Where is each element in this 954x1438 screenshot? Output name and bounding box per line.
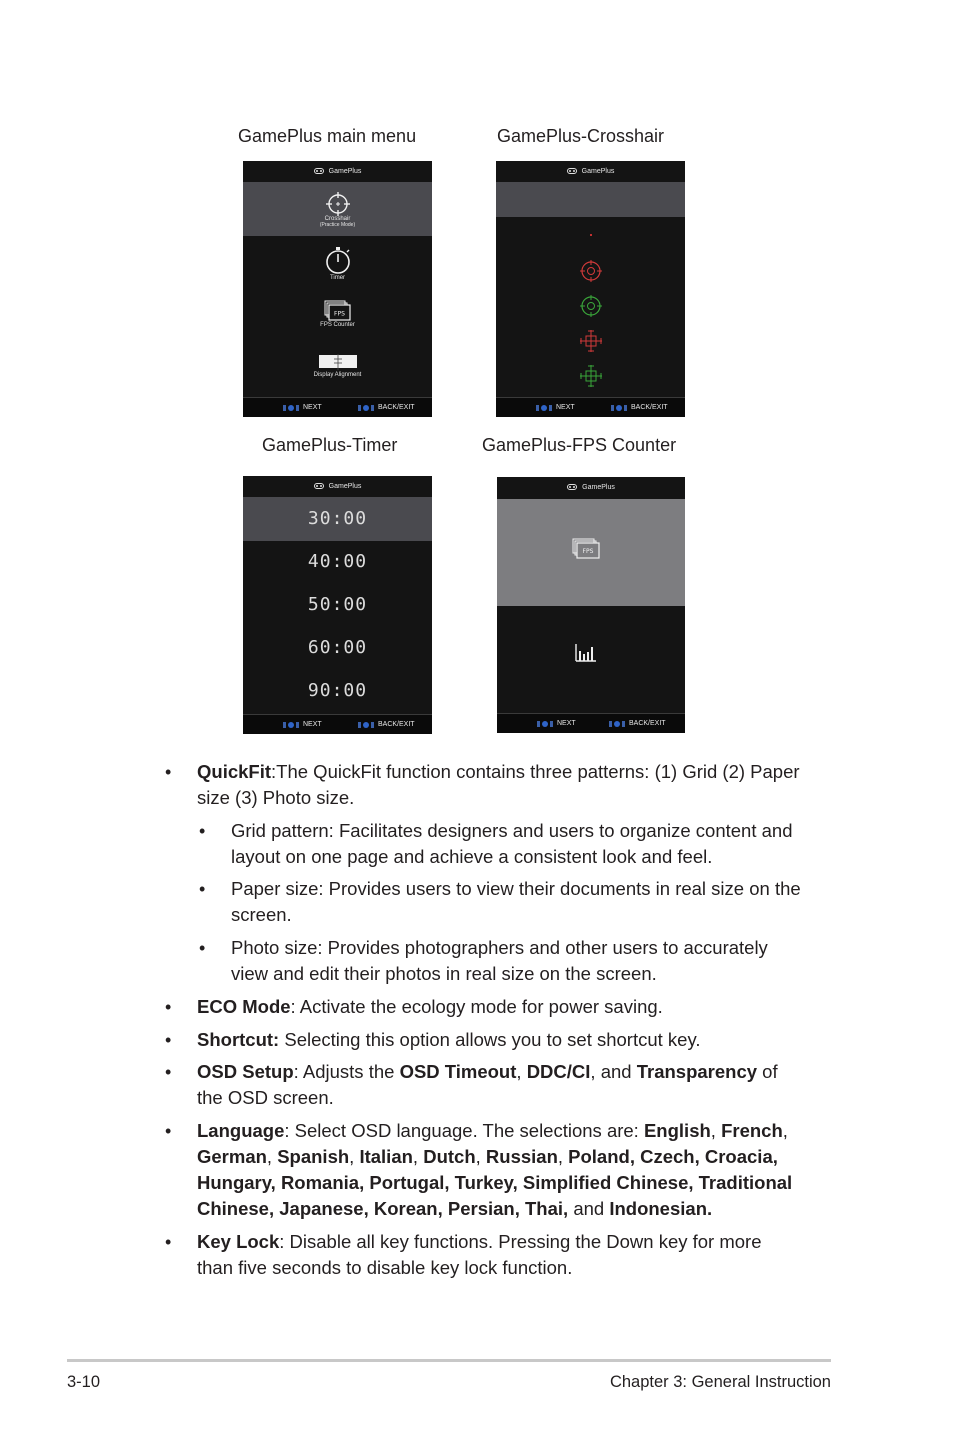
- osd-setup-line2: the OSD screen.: [197, 1087, 334, 1108]
- dpad-icon: [609, 718, 625, 730]
- osd-footer: [243, 397, 432, 417]
- lang-sep: ,: [557, 1146, 569, 1167]
- next-control[interactable]: [283, 402, 322, 414]
- language-line2: [197, 1144, 778, 1170]
- lang-sep: ,: [412, 1146, 424, 1167]
- timer-option-90[interactable]: 90:00: [307, 680, 368, 701]
- dpad-icon: [358, 402, 374, 414]
- red-circle-crosshair-icon[interactable]: [580, 260, 602, 282]
- lang-sep: ,: [266, 1146, 278, 1167]
- quickfit-line1: [197, 759, 800, 785]
- lang-sep: ,: [475, 1146, 486, 1167]
- lang-german: German: [197, 1146, 267, 1167]
- osd-setup-sep: , and: [590, 1061, 637, 1082]
- dpad-icon: [536, 402, 552, 414]
- osd-footer: [243, 714, 432, 734]
- back-exit-control[interactable]: [611, 402, 668, 414]
- green-circle-crosshair-icon[interactable]: [580, 295, 602, 317]
- bullet: •: [165, 1062, 172, 1082]
- bullet: •: [165, 1030, 172, 1050]
- bullet: •: [165, 997, 172, 1017]
- sub-bullet: •: [199, 821, 206, 841]
- caption-main-menu: GamePlus main menu: [238, 126, 417, 146]
- language-line1: [197, 1118, 788, 1144]
- lang-sep: ,: [710, 1120, 722, 1141]
- osd-setup-term: OSD Setup: [197, 1061, 294, 1082]
- dpad-icon: [611, 402, 627, 414]
- lang-indonesian: Indonesian.: [609, 1198, 713, 1219]
- stopwatch-icon: [325, 247, 351, 275]
- caption-fps: GamePlus-FPS Counter: [482, 435, 677, 455]
- language-line4: [197, 1196, 712, 1222]
- footer-rule: [67, 1359, 831, 1362]
- timer-option-40[interactable]: 40:00: [307, 551, 368, 572]
- language-text: : Select OSD language. The selections are:: [284, 1120, 644, 1141]
- osd-setup-sep: ,: [516, 1061, 527, 1082]
- lang-sep: ,: [349, 1146, 360, 1167]
- display-alignment-icon: [318, 354, 358, 370]
- bullet: •: [165, 762, 172, 782]
- menu-item-crosshair[interactable]: [243, 192, 432, 228]
- osd-setup-text: : Adjusts the: [293, 1061, 400, 1082]
- osd-header: [243, 476, 432, 496]
- back-exit-label: BACK/EXIT: [378, 721, 415, 728]
- ddc-ci-term: DDC/CI: [526, 1061, 591, 1082]
- back-exit-label: BACK/EXIT: [631, 404, 668, 411]
- selected-highlight: [496, 182, 685, 217]
- timer-label: Timer: [329, 275, 346, 281]
- osd-title: GamePlus: [581, 167, 615, 175]
- photo-line1: Photo size: Provides photographers and other users to accurately: [231, 937, 768, 958]
- osd-title: GamePlus: [328, 167, 362, 175]
- crosshair-label: Crosshair: [324, 216, 351, 222]
- back-exit-label: BACK/EXIT: [629, 720, 666, 727]
- photo-line2: view and edit their photos in real size on the screen.: [231, 963, 657, 984]
- eco-text: : Activate the ecology mode for power saving.: [290, 996, 663, 1017]
- paper-line1: Paper size: Provides users to view their documents in real size on the: [231, 878, 801, 899]
- lang-dutch: Dutch: [423, 1146, 476, 1167]
- next-label: NEXT: [303, 404, 322, 411]
- sub-bullet: •: [199, 879, 206, 899]
- menu-item-display-alignment[interactable]: [243, 354, 432, 378]
- osd-header: [497, 477, 685, 497]
- gamepad-icon: [567, 168, 577, 174]
- dpad-icon: [358, 719, 374, 731]
- lang-english: English: [643, 1120, 711, 1141]
- menu-item-timer[interactable]: [243, 247, 432, 281]
- fps-icon-text: FPS: [333, 310, 345, 318]
- dpad-icon: [537, 718, 553, 730]
- key-lock-term: Key Lock: [197, 1231, 280, 1252]
- quickfit-line2: size (3) Photo size.: [197, 787, 355, 808]
- gamepad-icon: [314, 483, 324, 489]
- osd-main-menu: [243, 161, 432, 417]
- grid-line1: Grid pattern: Facilitates designers and users to organize content and: [231, 820, 793, 841]
- dpad-icon: [283, 719, 299, 731]
- display-alignment-label: Display Alignment: [313, 372, 362, 378]
- shortcut-text: Selecting this option allows you to set shortcut key.: [279, 1029, 701, 1050]
- paper-line2: screen.: [231, 904, 292, 925]
- next-control[interactable]: [537, 718, 576, 730]
- shortcut-term: Shortcut:: [197, 1029, 280, 1050]
- next-control[interactable]: [283, 719, 322, 731]
- osd-header: [243, 161, 432, 181]
- shortcut-line: [197, 1027, 700, 1053]
- osd-timeout-term: OSD Timeout: [399, 1061, 517, 1082]
- gamepad-icon: [567, 484, 577, 490]
- bullet: •: [165, 1232, 172, 1252]
- bar-graph-icon[interactable]: [575, 643, 597, 663]
- osd-crosshair: [496, 161, 685, 417]
- page-number: 3-10: [67, 1373, 101, 1391]
- back-exit-control[interactable]: [609, 718, 666, 730]
- green-scope-crosshair-icon[interactable]: [580, 365, 602, 387]
- lang-sep: ,: [782, 1120, 788, 1141]
- timer-option-30[interactable]: 30:00: [307, 508, 368, 529]
- crosshair-icon: [326, 192, 350, 216]
- lang-poland-czech-croacia: Poland, Czech, Croacia,: [568, 1146, 778, 1167]
- language-term: Language: [197, 1120, 285, 1141]
- osd-title: GamePlus: [328, 482, 362, 490]
- menu-item-fps-counter[interactable]: [243, 300, 432, 328]
- language-line3: [197, 1170, 792, 1196]
- timer-option-50[interactable]: 50:00: [307, 594, 368, 615]
- next-label: NEXT: [557, 720, 576, 727]
- lang-list-line4: Chinese, Japanese, Korean, Persian, Thai,: [197, 1198, 569, 1219]
- next-label: NEXT: [556, 404, 575, 411]
- grid-line2: layout on one page and achieve a consistent look and feel.: [231, 846, 713, 867]
- key-lock-line1: [197, 1229, 762, 1255]
- osd-setup-line1: [197, 1059, 778, 1085]
- next-label: NEXT: [303, 721, 322, 728]
- dot-crosshair-icon[interactable]: [590, 234, 592, 236]
- red-scope-crosshair-icon[interactable]: [580, 330, 602, 352]
- osd-footer: [497, 713, 685, 733]
- osd-setup-sep: of: [757, 1061, 778, 1082]
- caption-timer: GamePlus-Timer: [262, 435, 398, 455]
- back-exit-control[interactable]: [358, 719, 415, 731]
- eco-term: ECO Mode: [197, 996, 291, 1017]
- osd-header: [496, 161, 685, 181]
- lang-russian: Russian: [485, 1146, 558, 1167]
- gamepad-icon: [314, 168, 324, 174]
- fps-icon[interactable]: [572, 538, 602, 560]
- dpad-icon: [283, 402, 299, 414]
- lang-italian: Italian: [359, 1146, 413, 1167]
- timer-option-60[interactable]: 60:00: [307, 637, 368, 658]
- key-lock-line2: than five seconds to disable key lock function.: [197, 1257, 573, 1278]
- lang-french: French: [721, 1120, 783, 1141]
- chapter-title: Chapter 3: General Instruction: [609, 1373, 831, 1391]
- key-lock-text: : Disable all key functions. Pressing the Down key for more: [279, 1231, 762, 1252]
- bullet: •: [165, 1121, 172, 1141]
- osd-footer: [496, 397, 685, 417]
- quickfit-term: QuickFit: [197, 761, 272, 782]
- crosshair-sublabel: (Practice Mode): [319, 222, 356, 228]
- transparency-term: Transparency: [636, 1061, 758, 1082]
- fps-counter-label: FPS Counter: [320, 322, 355, 328]
- quickfit-text: :The QuickFit function contains three patterns: (1) Grid (2) Paper: [271, 761, 800, 782]
- lang-spanish: Spanish: [277, 1146, 350, 1167]
- lang-list-line3: Hungary, Romania, Portugal, Turkey, Simplified Chinese, Traditional: [197, 1172, 793, 1193]
- fps-icon-text: FPS: [582, 548, 594, 555]
- osd-title: GamePlus: [582, 483, 615, 491]
- next-control[interactable]: [536, 402, 575, 414]
- osd-fps-counter: [497, 477, 685, 733]
- eco-line: [197, 994, 663, 1020]
- sub-bullet: •: [199, 938, 206, 958]
- lang-and: and: [568, 1198, 610, 1219]
- back-exit-control[interactable]: [358, 402, 415, 414]
- caption-crosshair: GamePlus-Crosshair: [497, 126, 665, 146]
- back-exit-label: BACK/EXIT: [378, 404, 415, 411]
- fps-icon: [324, 300, 352, 322]
- osd-timer: [243, 476, 432, 734]
